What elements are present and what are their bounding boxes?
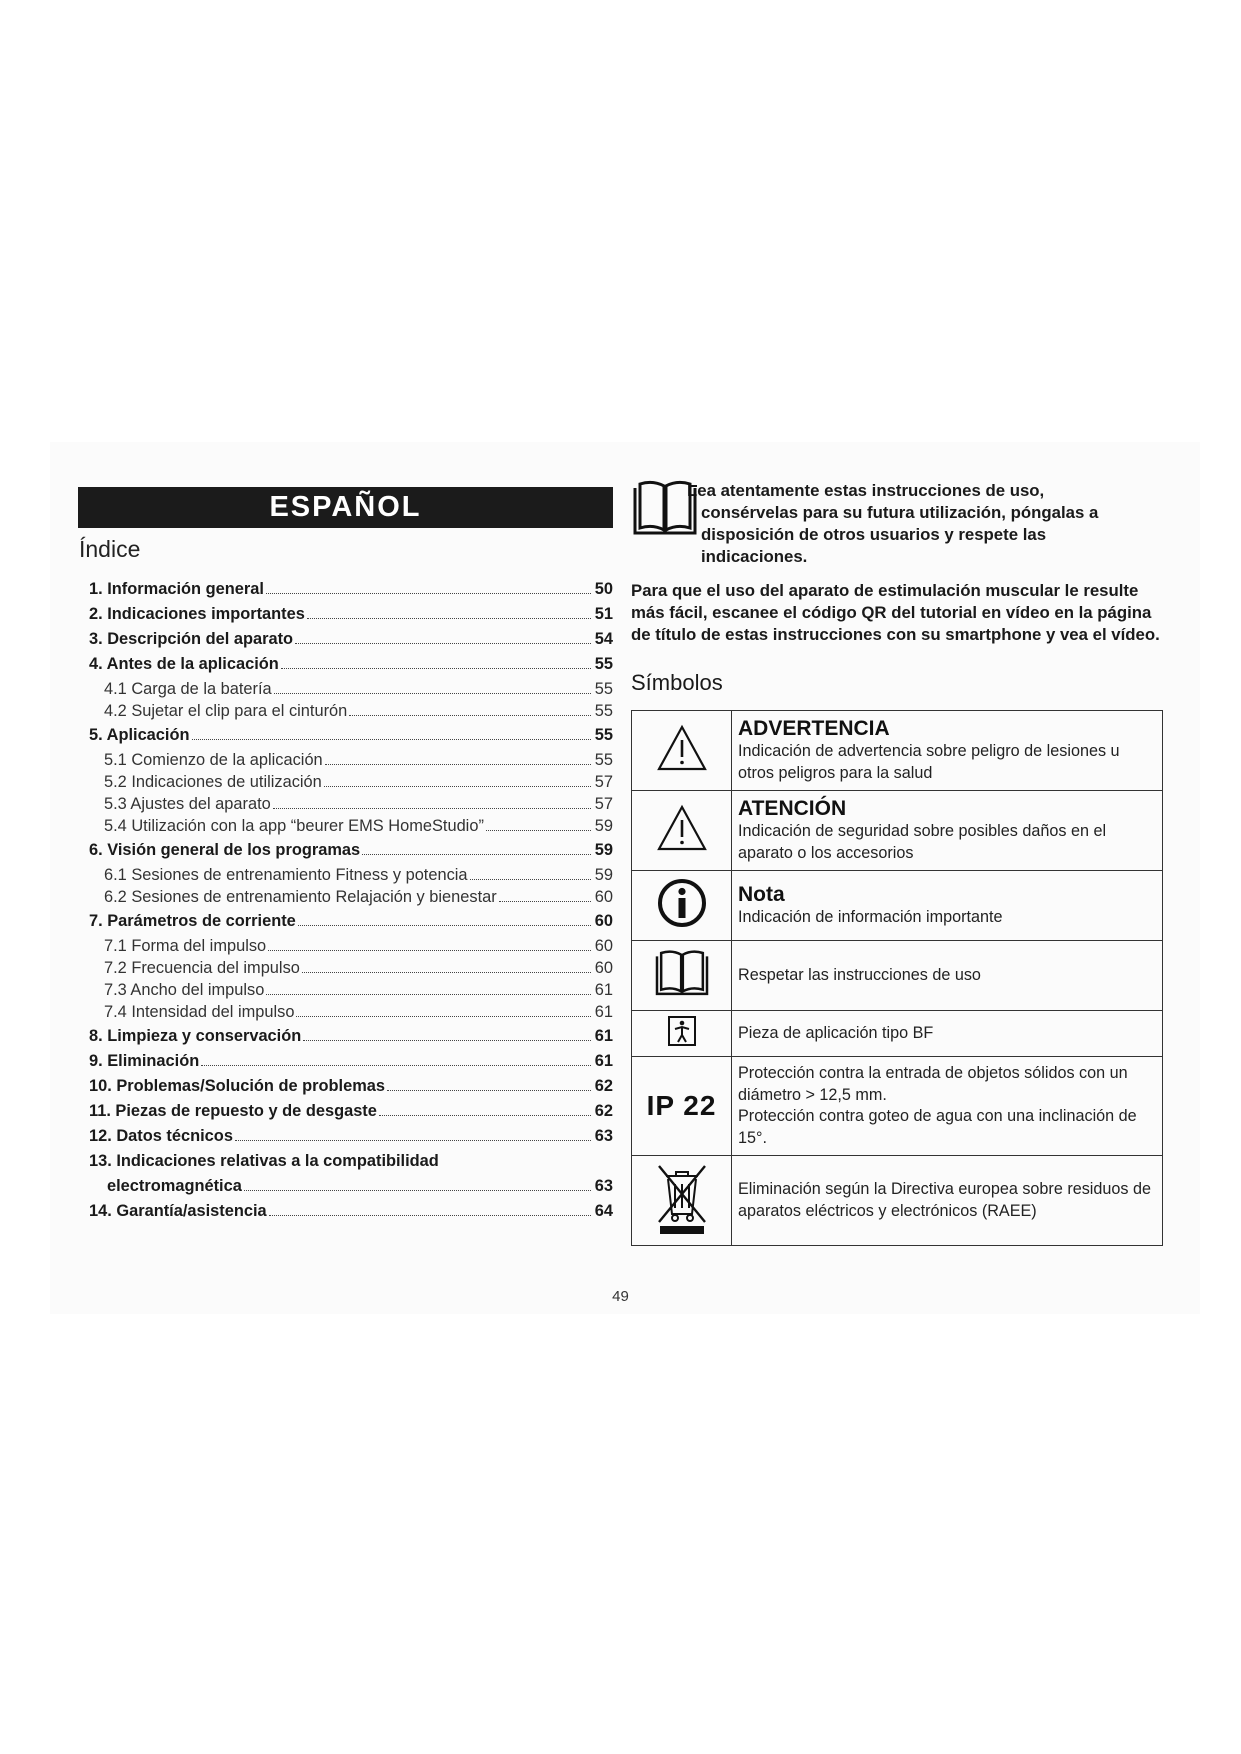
toc-entry-page: 55 bbox=[594, 726, 613, 744]
toc-entry-label: 5.3 Ajustes del aparato bbox=[104, 795, 271, 813]
toc-entry-label: 7.3 Ancho del impulso bbox=[104, 981, 265, 999]
toc-entry-page: 61 bbox=[594, 1003, 613, 1021]
toc-entry-label: 10. Problemas/Solución de problemas bbox=[89, 1077, 386, 1095]
toc-entry bbox=[78, 1003, 613, 1025]
toc-leader-dots bbox=[362, 854, 591, 855]
page-number: 49 bbox=[612, 1288, 629, 1305]
toc-entry bbox=[78, 841, 613, 866]
toc-entry-page: 62 bbox=[594, 1077, 613, 1095]
left-column bbox=[78, 487, 613, 1227]
toc-entry-label: 8. Limpieza y conservación bbox=[89, 1027, 302, 1045]
symbol-row-ip bbox=[632, 1057, 1163, 1156]
symbol-row-manual bbox=[632, 941, 1163, 1011]
toc-entry-label: 9. Eliminación bbox=[89, 1052, 200, 1070]
toc-entry-label: 5.2 Indicaciones de utilización bbox=[104, 773, 322, 791]
toc-entry-page: 64 bbox=[594, 1202, 613, 1220]
toc-entry-label: 4. Antes de la aplicación bbox=[89, 655, 279, 673]
toc-entry-label: 1. Información general bbox=[89, 580, 264, 598]
intro-line-4: indicaciones. bbox=[701, 547, 808, 566]
toc-leader-dots bbox=[296, 1016, 591, 1017]
toc-entry-page: 60 bbox=[594, 959, 613, 977]
toc-leader-dots bbox=[303, 1040, 591, 1041]
intro-box bbox=[631, 478, 1161, 568]
warning-triangle-icon bbox=[632, 711, 732, 791]
toc-entry-label: 5. Aplicación bbox=[89, 726, 190, 744]
toc-entry bbox=[78, 1152, 613, 1177]
toc-entry-page: 59 bbox=[594, 841, 613, 859]
toc-leader-dots bbox=[302, 972, 591, 973]
bf-text: Pieza de aplicación tipo BF bbox=[738, 1023, 934, 1042]
toc-entry-page: 59 bbox=[594, 817, 613, 835]
toc-entry-page: 55 bbox=[594, 702, 613, 720]
toc-leader-dots bbox=[486, 830, 591, 831]
book-icon bbox=[631, 478, 699, 542]
toc-entry bbox=[78, 959, 613, 981]
toc-entry bbox=[78, 702, 613, 724]
toc-entry-label: 7. Parámetros de corriente bbox=[89, 912, 296, 930]
right-column bbox=[631, 478, 1161, 1246]
toc-entry bbox=[78, 981, 613, 1003]
bf-description bbox=[732, 1011, 1163, 1057]
ip-rating-cell bbox=[632, 1057, 732, 1156]
book-icon bbox=[632, 941, 732, 1011]
caution-title: ATENCIÓN bbox=[738, 797, 847, 820]
toc-entry-label: 6.2 Sesiones de entrenamiento Relajación y bienestar bbox=[104, 888, 497, 906]
intro-text bbox=[687, 480, 1131, 568]
toc-leader-dots bbox=[235, 1140, 591, 1141]
toc-leader-dots bbox=[192, 739, 592, 740]
caution-text: Indicación de seguridad sobre posibles daños en el aparato o los accesorios bbox=[738, 822, 1107, 862]
warning-title: ADVERTENCIA bbox=[738, 717, 890, 740]
toc-leader-dots bbox=[266, 593, 591, 594]
toc-entry bbox=[78, 1127, 613, 1152]
ip-description bbox=[732, 1057, 1163, 1156]
table-of-contents bbox=[78, 580, 613, 1227]
toc-entry-label: 2. Indicaciones importantes bbox=[89, 605, 305, 623]
toc-entry-label: 4.2 Sujetar el clip para el cinturón bbox=[104, 702, 348, 720]
toc-leader-dots bbox=[470, 879, 591, 880]
toc-leader-dots bbox=[325, 764, 591, 765]
toc-entry bbox=[78, 1202, 613, 1227]
toc-entry-page: 61 bbox=[594, 1027, 613, 1045]
toc-entry-label: 14. Garantía/asistencia bbox=[89, 1202, 267, 1220]
symbol-row-warning bbox=[632, 711, 1163, 791]
toc-entry-label: electromagnética bbox=[107, 1177, 242, 1195]
intro-paragraph: Para que el uso del aparato de estimulación muscular le resulte más fácil, escanee el código QR del tutorial en vídeo en la página de título de estas instrucciones con su smartphone y vea el vídeo. bbox=[631, 581, 1160, 644]
toc-entry-label: 5.1 Comienzo de la aplicación bbox=[104, 751, 323, 769]
caution-triangle-icon bbox=[632, 791, 732, 871]
ip-rating-label: IP 22 bbox=[646, 1090, 717, 1121]
toc-entry bbox=[78, 630, 613, 655]
toc-entry-page: 63 bbox=[594, 1127, 613, 1145]
toc-entry bbox=[78, 1077, 613, 1102]
note-text: Indicación de información importante bbox=[738, 907, 1003, 926]
manual-description bbox=[732, 941, 1163, 1011]
toc-leader-dots bbox=[274, 693, 591, 694]
toc-entry bbox=[78, 680, 613, 702]
ip-text-2: Protección contra goteo de agua con una inclinación de 15°. bbox=[738, 1107, 1137, 1147]
language-banner: ESPAÑOL bbox=[78, 487, 613, 528]
toc-entry-label: 13. Indicaciones relativas a la compatibilidad bbox=[89, 1152, 439, 1170]
toc-leader-dots bbox=[244, 1190, 591, 1191]
toc-entry-label: 12. Datos técnicos bbox=[89, 1127, 233, 1145]
toc-entry-label: 6.1 Sesiones de entrenamiento Fitness y potencia bbox=[104, 866, 468, 884]
bf-applied-part-icon bbox=[632, 1011, 732, 1057]
toc-entry bbox=[78, 1027, 613, 1052]
weee-description bbox=[732, 1156, 1163, 1246]
toc-leader-dots bbox=[324, 786, 591, 787]
toc-entry bbox=[78, 1177, 613, 1202]
symbol-row-note bbox=[632, 871, 1163, 941]
toc-leader-dots bbox=[266, 994, 591, 995]
toc-leader-dots bbox=[269, 1215, 591, 1216]
toc-entry bbox=[78, 773, 613, 795]
toc-entry bbox=[78, 655, 613, 680]
toc-entry bbox=[78, 1052, 613, 1077]
weee-text: Eliminación según la Directiva europea sobre residuos de aparatos eléctricos y electrónicos (RAEE) bbox=[738, 1180, 1152, 1220]
toc-entry bbox=[78, 866, 613, 888]
toc-entry bbox=[78, 937, 613, 959]
toc-leader-dots bbox=[281, 668, 591, 669]
toc-entry bbox=[78, 888, 613, 910]
symbols-table bbox=[631, 710, 1163, 1246]
toc-entry-page: 60 bbox=[594, 912, 613, 930]
toc-entry-page: 60 bbox=[594, 937, 613, 955]
toc-entry-page: 62 bbox=[594, 1102, 613, 1120]
toc-leader-dots bbox=[268, 950, 591, 951]
toc-entry bbox=[78, 795, 613, 817]
toc-entry bbox=[78, 605, 613, 630]
toc-entry-page: 57 bbox=[594, 773, 613, 791]
toc-heading: Índice bbox=[79, 536, 141, 562]
toc-leader-dots bbox=[379, 1115, 591, 1116]
toc-entry-label: 3. Descripción del aparato bbox=[89, 630, 294, 648]
toc-entry-label: 4.1 Carga de la batería bbox=[104, 680, 272, 698]
toc-leader-dots bbox=[307, 618, 591, 619]
toc-entry-page: 55 bbox=[594, 751, 613, 769]
toc-leader-dots bbox=[387, 1090, 591, 1091]
toc-entry-label: 11. Piezas de repuesto y de desgaste bbox=[89, 1102, 377, 1120]
symbols-heading: Símbolos bbox=[631, 670, 723, 695]
note-title: Nota bbox=[738, 882, 785, 906]
info-circle-icon bbox=[632, 871, 732, 941]
toc-leader-dots bbox=[273, 808, 591, 809]
toc-entry-page: 61 bbox=[594, 981, 613, 999]
caution-description bbox=[732, 791, 1163, 871]
toc-leader-dots bbox=[201, 1065, 591, 1066]
toc-entry bbox=[78, 817, 613, 839]
toc-leader-dots bbox=[349, 715, 591, 716]
toc-entry bbox=[78, 580, 613, 605]
toc-entry bbox=[78, 1102, 613, 1127]
intro-line-1: Lea atentamente estas instrucciones de uso, bbox=[687, 481, 1045, 500]
toc-entry-label: 6. Visión general de los programas bbox=[89, 841, 361, 859]
toc-entry-page: 51 bbox=[594, 605, 613, 623]
toc-leader-dots bbox=[499, 901, 591, 902]
toc-entry-label: 7.2 Frecuencia del impulso bbox=[104, 959, 300, 977]
toc-entry-page: 57 bbox=[594, 795, 613, 813]
warning-description bbox=[732, 711, 1163, 791]
toc-entry-page: 50 bbox=[594, 580, 613, 598]
toc-entry-label: 7.4 Intensidad del impulso bbox=[104, 1003, 295, 1021]
toc-entry-page: 54 bbox=[594, 630, 613, 648]
note-description bbox=[732, 871, 1163, 941]
manual-text: Respetar las instrucciones de uso bbox=[738, 965, 981, 984]
toc-entry-page: 63 bbox=[594, 1177, 613, 1195]
toc-entry bbox=[78, 912, 613, 937]
symbol-row-weee bbox=[632, 1156, 1163, 1246]
toc-leader-dots bbox=[295, 643, 591, 644]
intro-line-3: disposición de otros usuarios y respete las bbox=[701, 525, 1047, 544]
symbol-row-bf bbox=[632, 1011, 1163, 1057]
toc-entry-page: 61 bbox=[594, 1052, 613, 1070]
toc-entry-label: 7.1 Forma del impulso bbox=[104, 937, 267, 955]
toc-entry-page: 55 bbox=[594, 680, 613, 698]
toc-entry bbox=[78, 726, 613, 751]
warning-text: Indicación de advertencia sobre peligro de lesiones u otros peligros para la salud bbox=[738, 742, 1120, 782]
toc-entry-page: 59 bbox=[594, 866, 613, 884]
symbol-row-caution bbox=[632, 791, 1163, 871]
crossed-bin-icon bbox=[632, 1156, 732, 1246]
toc-entry-page: 55 bbox=[594, 655, 613, 673]
toc-entry-label: 5.4 Utilización con la app “beurer EMS HomeStudio” bbox=[104, 817, 484, 835]
toc-leader-dots bbox=[298, 925, 591, 926]
intro-line-2: consérvelas para su futura utilización, póngalas a bbox=[701, 503, 1099, 522]
ip-text-1: Protección contra la entrada de objetos sólidos con un diámetro > 12,5 mm. bbox=[738, 1064, 1128, 1104]
toc-entry bbox=[78, 751, 613, 773]
toc-entry-page: 60 bbox=[594, 888, 613, 906]
